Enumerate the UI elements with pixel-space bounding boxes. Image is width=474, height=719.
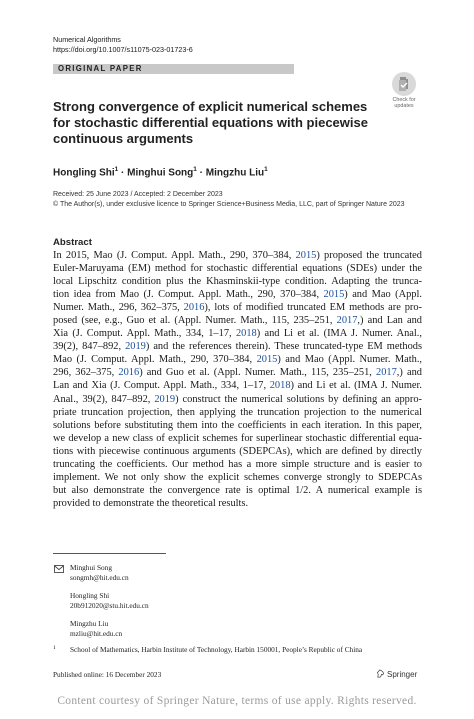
published-online-date: Published online: 16 December 2023 (53, 670, 162, 679)
abstract-line: In 2015, Mao (J. Comput. Appl. Math., 290, 370–384, 2015) proposed the truncated (53, 250, 422, 261)
abstract-line: posed (see, e.g., Guo et al. (Appl. Numer. Math., 115, 235–251, 2017,) and Lan and (53, 315, 422, 327)
author-contact-email[interactable]: 20b912020@stu.hit.edu.cn (70, 601, 149, 610)
author-separator: · (118, 167, 128, 179)
citation-year-link[interactable]: 2015 (323, 289, 345, 301)
abstract-line: tions with piecewise continuous arguments (SDEPCAs), which are defined by directly (53, 445, 422, 457)
author-affiliation-mark: 1 (114, 166, 119, 173)
citation-year-link[interactable]: 2019 (125, 341, 146, 353)
affiliation-number: 1 (53, 645, 56, 651)
content-courtesy-watermark: Content courtesy of Springer Nature, terms of use apply. Rights reserved. (57, 695, 417, 707)
title-line: for stochastic differential equations with piecewise (53, 115, 368, 130)
publisher-logo (376, 669, 417, 680)
affiliation-text: School of Mathematics, Harbin Institute of Technology, Harbin 150001, People’s Republic of China (70, 645, 363, 654)
abstract-line: we develop a new class of explicit schemes for superlinear stochastic differential equa- (53, 432, 422, 444)
abstract-line: Anal., 39(2), 847–892, 2019) construct the numerical solutions by defining an appro- (53, 393, 422, 405)
corresponding-author-email[interactable]: songmh@hit.edu.cn (70, 573, 129, 582)
check-updates-icon (392, 72, 416, 96)
citation-year-link[interactable]: 2017 (336, 315, 358, 327)
author-name[interactable]: Minghui Song (127, 167, 194, 179)
abstract-line: 39(2), 847–892, 2019) and the references therein). These truncated-type EM methods (53, 341, 423, 353)
abstract-line: local Lipschitz condition plus the Khasminskii-type condition. Adapting the trunca- (53, 276, 422, 288)
author-name[interactable]: Mingzhu Liu (205, 167, 265, 179)
abstract-line: solutions before substituting them into the coefficients in each iteration. In this paper, (53, 419, 422, 431)
abstract-line: Numer. Math., 296, 362–375, 2016), lots of modified truncated EM methods are pro- (53, 302, 423, 314)
footnote-divider (53, 553, 166, 554)
citation-year-link[interactable]: 2017 (376, 367, 397, 379)
citation-year-link[interactable]: 2015 (256, 354, 278, 366)
check-for-updates-badge[interactable] (385, 72, 423, 109)
abstract-line: 296, 362–375, 2016) and Guo et al. (Appl. Numer. Math., 115, 235–251, 2017,) and (53, 367, 422, 379)
abstract-line: but also demonstrate the convergence rate is optimal 1/2. A numerical example is (53, 484, 422, 496)
received-accepted-dates: Received: 25 June 2023 / Accepted: 2 December 2023 (53, 191, 223, 198)
copyright-notice: © The Author(s), under exclusive licence to Springer Science+Business Media, LLC, part of Springer Nature 2023 (53, 201, 405, 208)
citation-year-link[interactable]: 2018 (235, 328, 257, 340)
check-updates-line1: Check for (392, 97, 416, 103)
citation-year-link[interactable]: 2016 (118, 367, 140, 379)
author-name[interactable]: Hongling Shi (53, 167, 115, 179)
citation-year-link[interactable]: 2016 (183, 302, 205, 314)
author-contact-name: Mingzhu Liu (70, 619, 109, 628)
abstract-line: Xia (J. Comput. Appl. Math., 334, 1–17, 2018) and Li et al. (IMA J. Numer. Anal., (53, 328, 423, 340)
publisher-name: Springer (387, 670, 418, 679)
article-title (53, 99, 383, 147)
article-type-label: ORIGINAL PAPER (58, 64, 143, 73)
author-contact-name: Hongling Shi (70, 591, 110, 600)
abstract-line: Lan and Xia (J. Comput. Appl. Math., 334, 1–17, 2018) and Li et al. (IMA J. Numer. (53, 380, 422, 392)
author-separator: · (196, 167, 206, 179)
abstract-line: Mao (J. Comput. Appl. Math., 290, 370–384, 2015) and Mao (Appl. Numer. Math., (53, 354, 423, 366)
abstract-line: Euler-Maruyama (EM) method for stochastic differential equations (SDEs) under the (53, 263, 422, 275)
author-contact-email[interactable]: mzliu@hit.edu.cn (70, 629, 123, 638)
abstract-heading: Abstract (53, 237, 92, 248)
abstract-line: priate truncation projection, then applying the truncation projection to the numerical (53, 406, 422, 418)
doi-link[interactable]: https://doi.org/10.1007/s11075-023-01723-6 (53, 45, 193, 54)
author-affiliation-mark: 1 (193, 166, 197, 173)
abstract-line: implement. We not only show the explicit schemes converge strongly to SDEPCAs (53, 471, 422, 483)
corresponding-author-name: Minghui Song (70, 563, 112, 572)
author-affiliation-mark: 1 (264, 166, 268, 173)
title-line: continuous arguments (53, 131, 194, 146)
title-line: Strong convergence of explicit numerical schemes (53, 99, 368, 114)
springer-horse-icon (376, 669, 385, 678)
abstract-line: truncating the coefficients. Our method has a more simple structure and is easier to (53, 458, 422, 470)
abstract-body (53, 249, 422, 510)
abstract-line: provided to demonstrate the theoretical results. (53, 497, 249, 509)
citation-year-link[interactable]: 2019 (154, 393, 176, 405)
email-envelope-icon (54, 565, 64, 573)
citation-year-link[interactable]: 2018 (269, 380, 291, 392)
citation-year-link[interactable]: 2015 (295, 250, 317, 261)
abstract-line: tion idea from Mao (J. Comput. Appl. Math., 290, 370–384, 2015) and Mao (Appl. (53, 289, 422, 301)
author-list (53, 164, 268, 179)
check-updates-line2: updates (394, 103, 414, 109)
journal-name: Numerical Algorithms (53, 35, 121, 44)
